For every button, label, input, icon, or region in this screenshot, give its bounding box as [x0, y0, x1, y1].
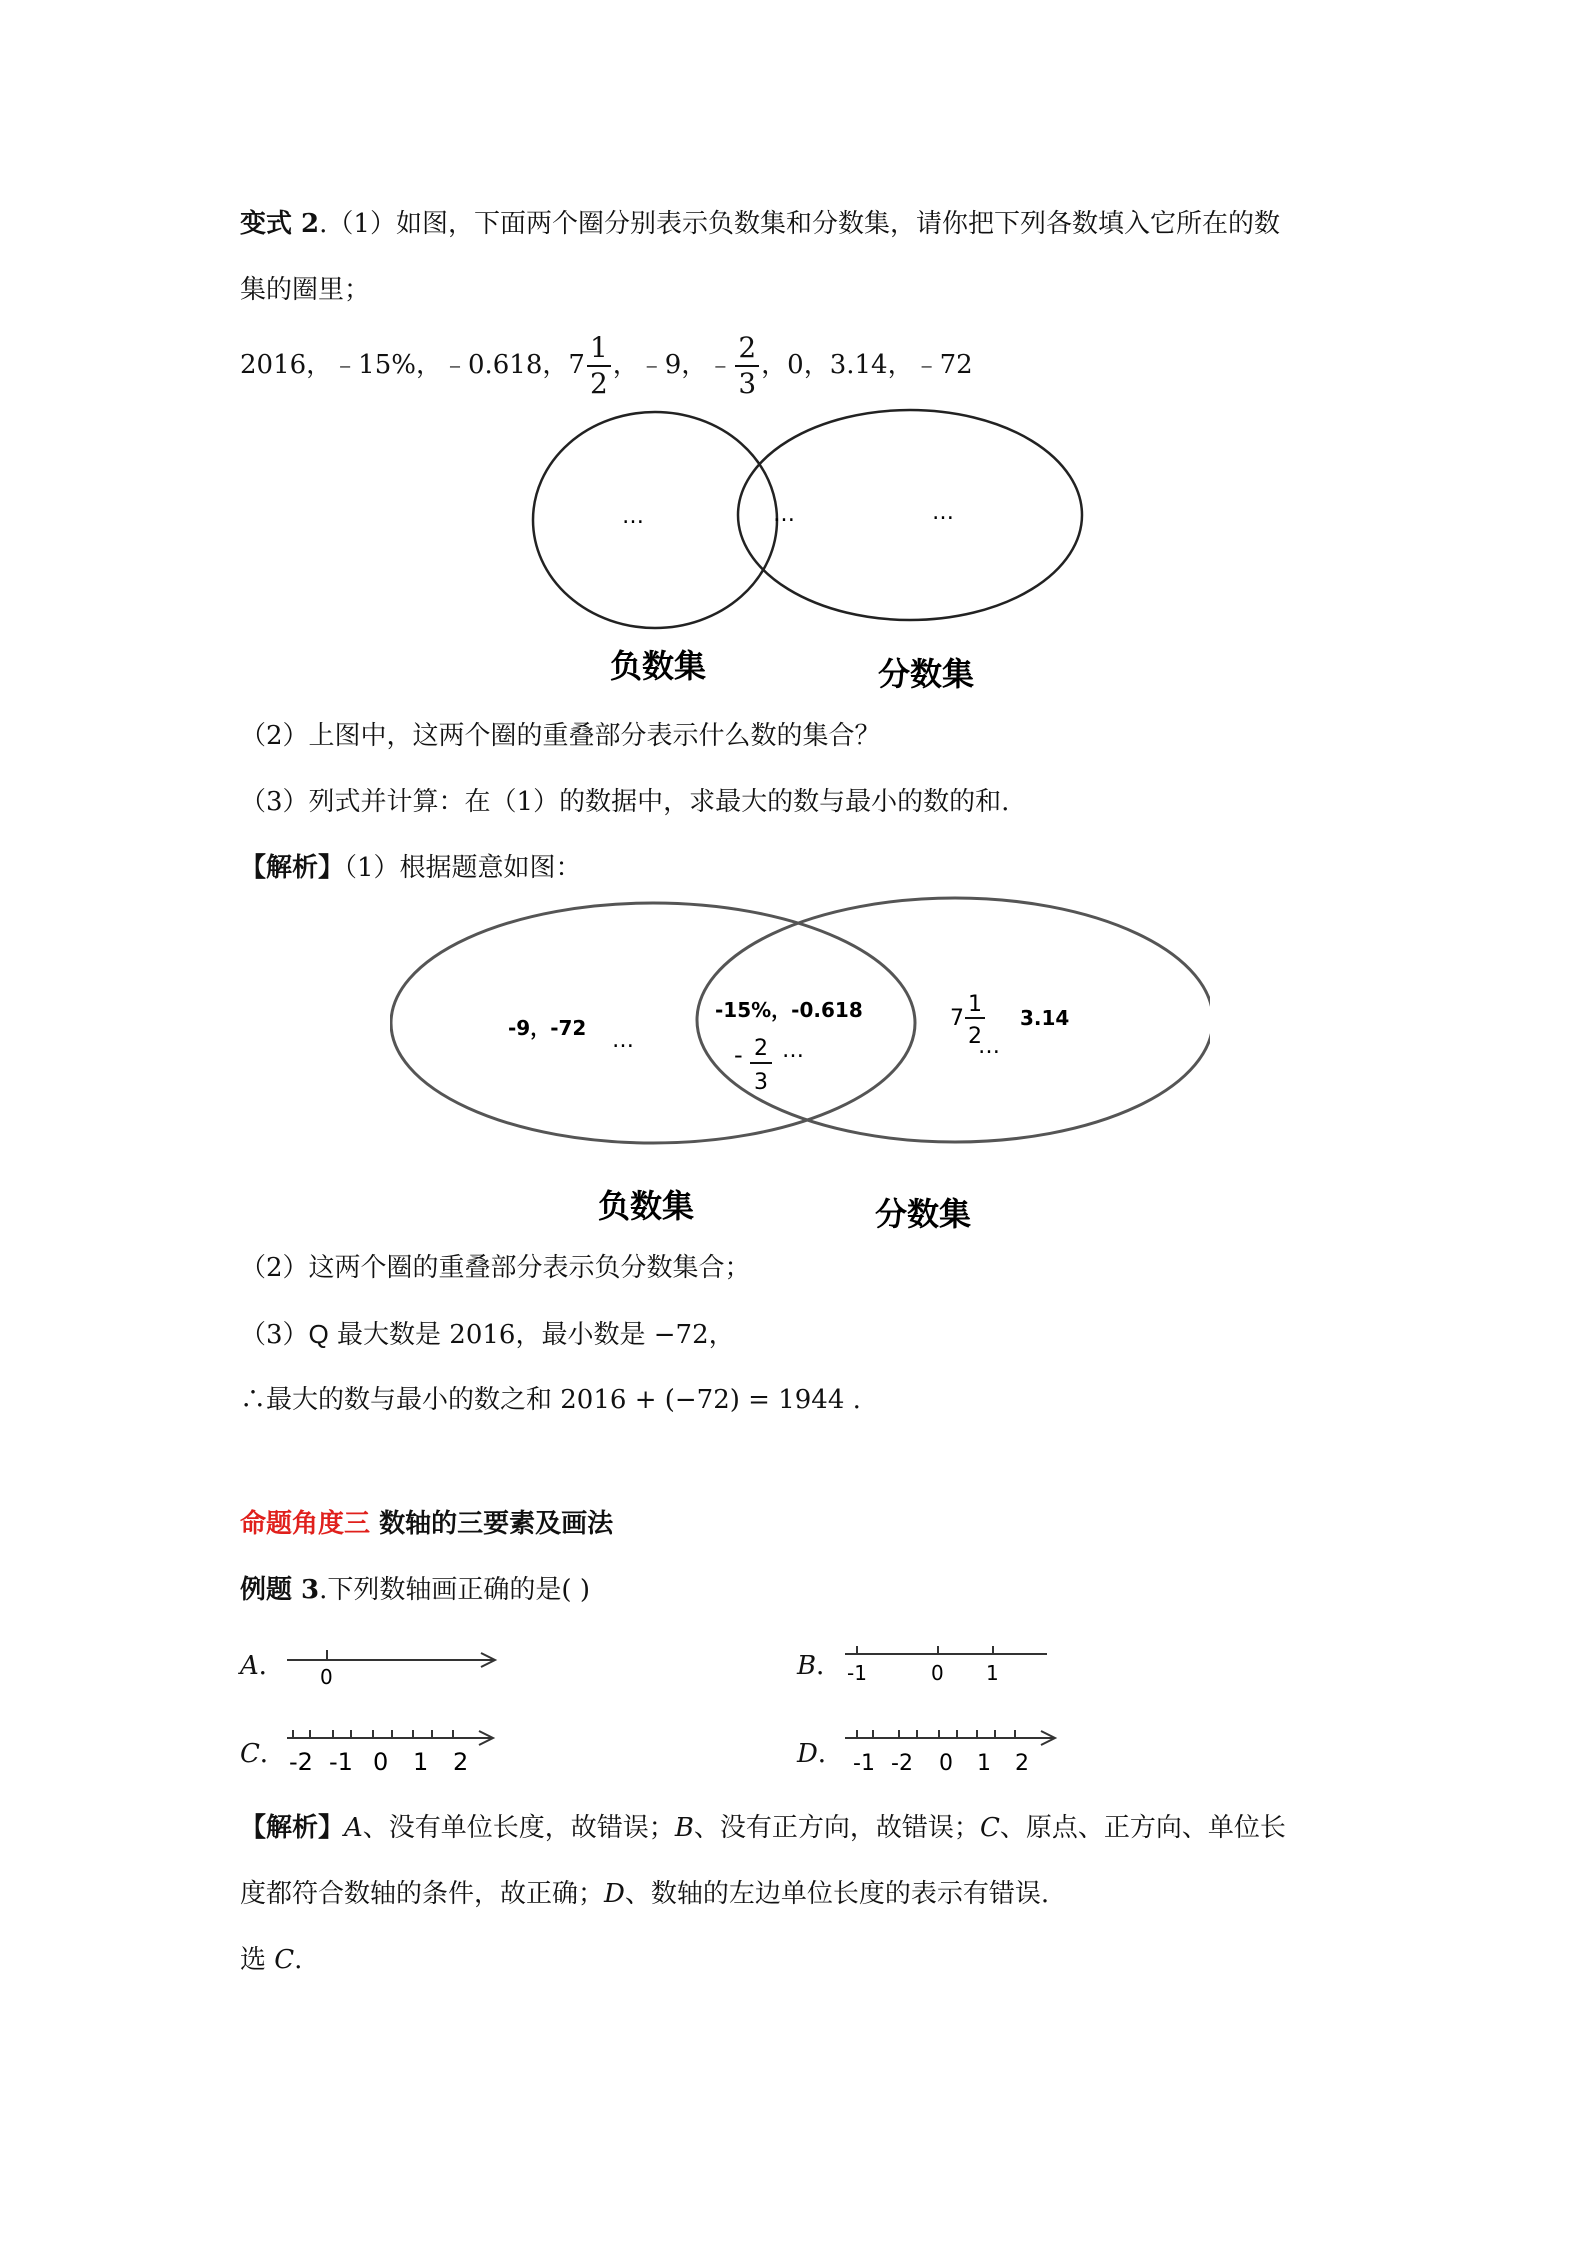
answer-3 [240, 1314, 735, 1355]
tick-label: 2 [453, 1748, 469, 1776]
option-letter: A [240, 1651, 259, 1681]
fraction-denominator: 3 [738, 367, 757, 400]
solution-tag: 【解析】 [240, 1813, 345, 1843]
venn2-label-negative: 负数集 [598, 1187, 695, 1225]
answer-3-prefix: （3） [240, 1320, 309, 1350]
answer-3-conclusion: ∴最大的数与最小的数之和 2016 + (−72) = 1944 . [240, 1385, 861, 1415]
fraction-denominator: 2 [589, 367, 608, 400]
option-b-number-line [843, 1640, 1063, 1700]
venn2-middle-dots: … [782, 1038, 804, 1063]
mixed-number-whole: 7 [568, 350, 585, 380]
venn2-right-numerator: 1 [968, 992, 982, 1017]
variant2-text: .（1）如图，下面两个圈分别表示负数集和分数集，请你把下列各数填入它所在的数 [319, 209, 1280, 239]
venn2-middle-minus: - [734, 1041, 743, 1069]
fraction-numerator: 1 [587, 331, 611, 367]
solution3-text: 、原点、正方向、单位长 [999, 1813, 1286, 1843]
option-letter: D [797, 1739, 818, 1769]
section-title [240, 1504, 613, 1544]
option-a-label [240, 1646, 285, 1686]
number-list-c: ，0，3.14，﹣72 [761, 350, 973, 380]
venn2-right-value: 3.14 [1020, 1006, 1070, 1030]
tick-label: 0 [373, 1748, 389, 1776]
option-letter: B [797, 1651, 817, 1681]
tick-label: 0 [939, 1751, 953, 1776]
tick-label: -1 [847, 1661, 867, 1685]
number-list-b: ，﹣9， [612, 350, 708, 380]
option-dot: ． [817, 1739, 844, 1769]
venn1-dots-right: … [932, 500, 954, 525]
option-c-label [240, 1734, 286, 1774]
option-ref: C [979, 1813, 1000, 1843]
example-heading: 例题 3 [240, 1575, 320, 1605]
option-dot: ． [259, 1739, 286, 1769]
option-a-number-line [285, 1640, 505, 1700]
negative-set-circle [391, 903, 915, 1143]
tick-label: 0 [320, 1665, 333, 1689]
final-answer-prefix: 选 [240, 1945, 275, 1975]
tick-label: -1 [329, 1748, 353, 1776]
option-dot: ． [258, 1651, 285, 1681]
tick-label: 0 [931, 1661, 944, 1685]
example3-question [240, 1570, 590, 1610]
number-list [240, 330, 973, 400]
venn2-left-values: -9，-72 [508, 1016, 587, 1040]
option-letter: C [240, 1739, 260, 1769]
venn2-middle-denominator: 3 [754, 1070, 768, 1095]
fraction-one-half [587, 331, 611, 401]
variant2-line1 [240, 204, 1280, 244]
option-d-number-line [843, 1724, 1073, 1788]
venn2-right-whole: 7 [950, 1006, 964, 1031]
final-answer-suffix: . [294, 1945, 303, 1975]
tick-label: -2 [289, 1748, 313, 1776]
option-b-label [797, 1646, 842, 1686]
solution3-line1 [240, 1808, 1286, 1848]
fraction-two-thirds [735, 331, 759, 401]
solution1-line1 [240, 848, 582, 888]
solution3-text: 、没有单位长度，故错误； [362, 1813, 675, 1843]
tick-label: -1 [853, 1751, 875, 1776]
solution-tag: 【解析】 [240, 853, 345, 883]
option-d-label [797, 1734, 844, 1774]
solution1-text: （1）根据题意如图： [344, 853, 582, 883]
section-title-red: 命题角度三 [240, 1509, 371, 1539]
option-dot: ． [816, 1651, 843, 1681]
number-list-a: 2016，﹣15%，﹣0.618， [240, 350, 569, 380]
venn2-left-dots: … [612, 1028, 634, 1053]
venn-diagram-blank [480, 405, 1120, 705]
minus-sign: ﹣ [707, 350, 734, 380]
venn-diagram-filled [390, 895, 1210, 1245]
because-symbol: Q [308, 1319, 329, 1349]
example-text: .下列数轴画正确的是( ) [319, 1575, 590, 1605]
solution3-line2 [240, 1874, 1049, 1914]
tick-label: -2 [891, 1751, 913, 1776]
solution3-text: 、数轴的左边单位长度的表示有错误. [624, 1879, 1050, 1909]
solution3-text: 度都符合数轴的条件，故正确； [240, 1879, 605, 1909]
final-answer [240, 1940, 302, 1980]
variant2-line2: 集的圈里； [240, 275, 371, 305]
venn1-label-fraction: 分数集 [878, 655, 975, 693]
venn2-label-fraction: 分数集 [875, 1195, 972, 1233]
answer-3-text: 最大数是 2016，最小数是 −72， [328, 1320, 735, 1350]
negative-set-circle [533, 412, 777, 628]
venn2-right-dots: … [978, 1034, 1000, 1059]
final-answer-option: C [274, 1945, 295, 1975]
venn2-right-denominator: 2 [968, 1024, 982, 1049]
venn1-label-negative: 负数集 [610, 647, 707, 685]
option-ref: B [674, 1813, 694, 1843]
question-3: （3）列式并计算：在（1）的数据中，求最大的数与最小的数的和. [240, 787, 1010, 817]
venn2-middle-values: -15%，-0.618 [715, 998, 863, 1022]
answer-2: （2）这两个圈的重叠部分表示负分数集合； [240, 1253, 751, 1283]
tick-label: 1 [986, 1661, 999, 1685]
fraction-numerator: 2 [735, 331, 759, 367]
venn1-dots-left: … [622, 504, 644, 529]
variant2-heading: 变式 2 [240, 209, 320, 239]
venn1-dots-middle: … [773, 502, 795, 527]
option-ref: D [604, 1879, 625, 1909]
solution3-text: 、没有正方向，故错误； [693, 1813, 980, 1843]
option-ref: A [344, 1813, 363, 1843]
venn2-middle-numerator: 2 [754, 1036, 768, 1061]
section-title-text: 数轴的三要素及画法 [370, 1509, 614, 1539]
question-2: （2）上图中，这两个圈的重叠部分表示什么数的集合？ [240, 721, 881, 751]
option-c-number-line [285, 1724, 505, 1788]
tick-label: 2 [1015, 1751, 1029, 1776]
tick-label: 1 [977, 1751, 991, 1776]
tick-label: 1 [413, 1748, 429, 1776]
